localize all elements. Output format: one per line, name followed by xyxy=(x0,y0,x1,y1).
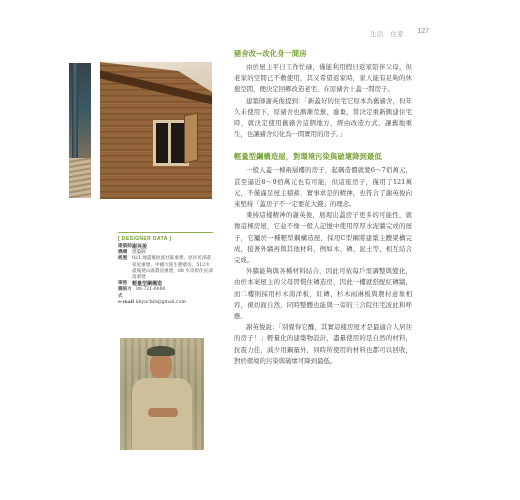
designer-row-key: 經歷 xyxy=(118,256,128,262)
paragraph: 由於屋主平日工作忙碌，僅能利用假日返家陪伴父母，但老家的空間已不敷使用，其又希望返家時，家人能有足夠的休憩空間，便決定回鄉改造老宅，在原豬舍上蓋一間房子。 xyxy=(234,63,412,94)
building-edge-photo xyxy=(69,63,91,198)
designer-row-value: 921 地震後原族社區重建、原住民部落家屋重建、中國大陸生態農房、512川震後建山區農房重建、88 水災原住民部落重建 xyxy=(132,256,213,281)
section-heading-1: 豬舍改→改化身一間房 xyxy=(234,49,307,58)
designer-row-value: 建築師 xyxy=(132,250,146,256)
paragraph: 一般人蓋一棟兩層樓的房子，起碼造價就要6～7佰萬元，甚至逼近8～9佰萬元也有可能，但這座房子，僅用了121萬元，不僅滿足屋主積蓄，實事求是的精神，也符合了謝英俊向來堅持「蓋房子不一定要花大錢」的理念。 xyxy=(234,166,412,209)
designer-row-value: kkyuchin@gmail.com xyxy=(136,299,186,305)
designer-row-key: 聯絡方式 xyxy=(118,287,132,299)
designer-row-key: 事務 xyxy=(118,281,128,287)
designer-row-key: 機構 xyxy=(118,250,128,256)
designer-row-value: 輕量型鋼構造 xyxy=(132,281,163,288)
designer-data xyxy=(118,232,213,306)
photo-shutter xyxy=(184,113,198,164)
page-number: 127 xyxy=(417,28,429,35)
paragraph: 外牆能夠與各種材料結合，因此可依每戶需調整與變化，由於本案屋主的父母習慣住磚造房，因此一樓就搭配紅磚牆，而二樓則採用杉木南洋板，紅磚、杉木雨淋板與農村意象相容，視切面自然，同時整體也能與一旁的三合院住宅波此和呼應。 xyxy=(234,267,412,321)
architect-portrait-photo xyxy=(120,338,204,450)
section-1-body xyxy=(234,62,412,140)
wooden-house-window-photo xyxy=(100,62,212,199)
designer-heading: [ DESIGNER DATA ] xyxy=(118,236,172,242)
designer-row-key: e-mail xyxy=(118,299,135,305)
portrait-arms xyxy=(148,408,178,417)
article xyxy=(234,49,412,367)
designer-row xyxy=(118,256,213,281)
designer-row xyxy=(118,300,213,306)
designer-row-value: 08-721-6080 xyxy=(136,287,166,293)
window-bar xyxy=(168,123,171,163)
paragraph: 建築師謝英俊提到：「新蓋好的住宅它原本為舊豬舍，但年久未使用下，原豬舍也漸漸荒蕪、廢棄，當決定重新興建住宅時，就決定使用舊豬舍這個地方，經由改造方式，讓舊地重生，也讓豬舍幻化為一間實用的房子。」 xyxy=(234,96,412,139)
designer-rule xyxy=(118,232,213,233)
paragraph: 秉持這樣精神的謝英俊，展現出蓋房子更多的可能性，就像這棟房屋，它並不像一般人記憶中使用厚厚水泥牆完成的屋子，它屬於一種輕型鋼構造屋，採用C型鋼將建築主體架構完成，接著外牆再與其他材料，例如木、磚、泥土等，相互結合完成。 xyxy=(234,211,412,265)
section-heading-2: 輕量型鋼構造屋，對環境污染與破壞降到最低 xyxy=(234,152,382,162)
designer-row-value: 謝英俊 xyxy=(132,244,148,250)
photo-roof xyxy=(69,158,91,198)
section-2-body xyxy=(234,165,412,367)
designer-row-key: 建築師 xyxy=(118,244,132,249)
running-head: 生活 · 住家 xyxy=(370,31,404,38)
designer-row xyxy=(118,287,213,299)
paragraph: 謝英俊說：「別覺得它醜，其實這樣房屋才是最適合人居住的房子！」輕量化的建築物設計，盡量使用的是自然的材料，抗震力佳，減少用鋼量外，同時所使用的材料也都可以回收，對於環境的污染與破壞可降到最低。 xyxy=(234,323,412,365)
designer-rows xyxy=(118,244,213,306)
portrait-cap xyxy=(147,346,175,356)
